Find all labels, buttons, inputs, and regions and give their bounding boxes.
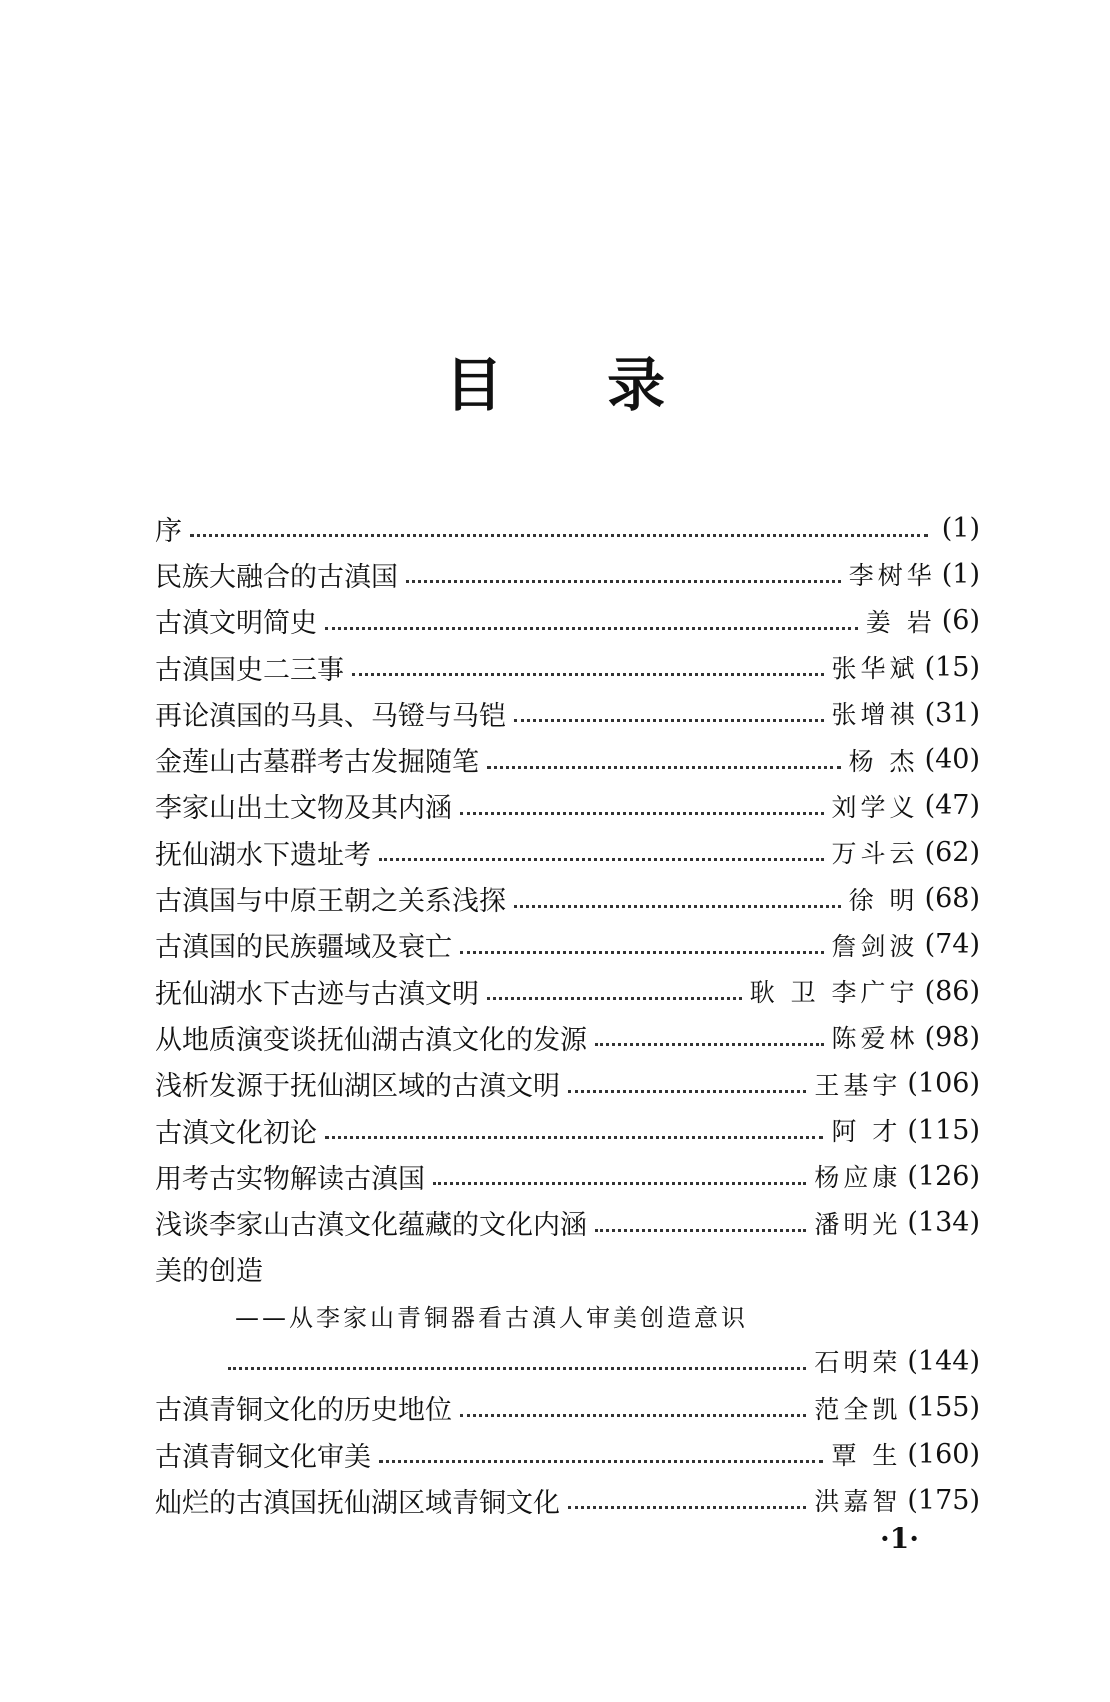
entry-title: 古滇国的民族疆域及衰亡 xyxy=(155,932,452,964)
dot-leader xyxy=(379,831,824,861)
entry-title: 浅谈李家山古滇文化蕴藏的文化内涵 xyxy=(155,1210,587,1242)
entry-page: (1) xyxy=(941,512,980,544)
entry-author: 张增祺 xyxy=(831,700,919,730)
dot-leader xyxy=(228,1340,806,1370)
toc-entry[interactable] xyxy=(155,598,980,644)
entry-page: (106) xyxy=(907,1068,980,1100)
table-of-contents xyxy=(155,505,980,1524)
toc-after-entries xyxy=(155,1385,980,1524)
entry-title: 抚仙湖水下古迹与古滇文明 xyxy=(155,978,479,1010)
entry-author: 王基宇 xyxy=(814,1070,902,1100)
entry-page: (144) xyxy=(907,1345,980,1377)
entry-title: 抚仙湖水下遗址考 xyxy=(155,839,371,871)
dot-leader xyxy=(460,924,824,954)
entry-title: 古滇国与中原王朝之关系浅探 xyxy=(155,886,506,918)
toc-entry[interactable] xyxy=(155,968,980,1014)
dot-leader xyxy=(514,692,824,722)
entry-title: 序 xyxy=(155,515,182,547)
dot-leader xyxy=(460,785,824,815)
toc-entry[interactable] xyxy=(155,1061,980,1107)
entry-author: 万斗云 xyxy=(831,839,919,869)
entry-title: 李家山出土文物及其内涵 xyxy=(155,793,452,825)
entry-page: (175) xyxy=(907,1484,980,1516)
toc-entry[interactable] xyxy=(155,1385,980,1431)
entry-title: 古滇文明简史 xyxy=(155,608,317,640)
dot-leader xyxy=(487,739,841,769)
entry-title: 灿烂的古滇国抚仙湖区域青铜文化 xyxy=(155,1487,560,1519)
entry-author: 杨 杰 xyxy=(848,746,919,776)
dot-leader xyxy=(487,970,742,1000)
entry-author: 徐 明 xyxy=(848,885,919,915)
dot-leader xyxy=(325,600,858,630)
entry-title: 古滇青铜文化的历史地位 xyxy=(155,1395,452,1427)
entry-author: 范全凯 xyxy=(814,1394,902,1424)
entry-author: 张华斌 xyxy=(831,654,919,684)
entry-author: 潘明光 xyxy=(814,1209,902,1239)
toc-entry[interactable] xyxy=(155,551,980,597)
toc-main-entries xyxy=(155,505,980,1246)
dot-leader xyxy=(514,878,841,908)
entry-author: 姜 岩 xyxy=(865,607,936,637)
dot-leader xyxy=(325,1109,823,1139)
toc-entry[interactable] xyxy=(155,829,980,875)
toc-entry[interactable] xyxy=(155,922,980,968)
entry-page: (160) xyxy=(907,1438,980,1470)
dot-leader xyxy=(433,1155,806,1185)
entry-author: 杨应康 xyxy=(814,1163,902,1193)
entry-subtitle: ——从李家山青铜器看古滇人审美创造意识 xyxy=(235,1303,748,1332)
toc-entry[interactable] xyxy=(155,736,980,782)
entry-author: 阿 才 xyxy=(831,1117,902,1146)
entry-page: (155) xyxy=(907,1392,980,1424)
entry-author: 李树华 xyxy=(848,561,936,591)
entry-author: 洪嘉智 xyxy=(814,1487,902,1517)
entry-title: 古滇文化初论 xyxy=(155,1117,317,1149)
dot-leader xyxy=(379,1433,823,1463)
entry-author: 石明荣 xyxy=(814,1348,902,1378)
entry-title: 美的创造 xyxy=(155,1256,263,1288)
dot-leader xyxy=(595,1016,824,1046)
toc-entry[interactable] xyxy=(155,1014,980,1060)
entry-page: (68) xyxy=(924,883,980,915)
toc-entry[interactable] xyxy=(155,1107,980,1153)
entry-title: 从地质演变谈抚仙湖古滇文化的发源 xyxy=(155,1024,587,1056)
dot-leader xyxy=(406,553,841,583)
toc-entry[interactable] xyxy=(155,505,980,551)
dot-leader xyxy=(568,1063,806,1093)
toc-entry[interactable] xyxy=(155,1153,980,1199)
entry-page: (40) xyxy=(924,744,980,776)
entry-author: 陈爱林 xyxy=(831,1024,919,1054)
toc-entry[interactable] xyxy=(155,875,980,921)
dot-leader xyxy=(460,1387,806,1417)
entry-title: 用考古实物解读古滇国 xyxy=(155,1163,425,1195)
entry-author: 耿 卫 李广宁 xyxy=(749,978,919,1008)
entry-page: (31) xyxy=(924,697,980,729)
dot-leader xyxy=(595,1202,806,1232)
entry-page: (98) xyxy=(924,1021,980,1053)
entry-title: 再论滇国的马具、马镫与马铠 xyxy=(155,700,506,732)
entry-page: (115) xyxy=(907,1114,980,1146)
entry-page: (134) xyxy=(907,1207,980,1239)
entry-author: 刘学义 xyxy=(831,792,919,822)
entry-title: 金莲山古墓群考古发掘随笔 xyxy=(155,747,479,779)
toc-entry[interactable] xyxy=(155,1431,980,1477)
entry-page: (1) xyxy=(941,558,980,590)
dot-leader xyxy=(568,1479,806,1509)
entry-author: 覃 生 xyxy=(831,1441,902,1471)
toc-entry[interactable] xyxy=(155,783,980,829)
entry-title: 古滇国史二三事 xyxy=(155,654,344,686)
toc-entry[interactable] xyxy=(155,1199,980,1245)
entry-page: (62) xyxy=(924,836,980,868)
toc-entry-special-leader[interactable] xyxy=(155,1338,980,1384)
entry-title: 古滇青铜文化审美 xyxy=(155,1441,371,1473)
entry-page: (47) xyxy=(924,790,980,822)
toc-entry[interactable] xyxy=(155,644,980,690)
entry-author: 詹剑波 xyxy=(831,931,919,961)
entry-page: (86) xyxy=(924,975,980,1007)
entry-page: (15) xyxy=(924,651,980,683)
page-title: 目 录 xyxy=(444,351,708,419)
dot-leader xyxy=(190,507,928,537)
toc-entry-special-title[interactable] xyxy=(155,1246,980,1292)
entry-page: (6) xyxy=(941,605,980,637)
toc-entry-special-subtitle xyxy=(155,1292,980,1338)
page-number: ·1· xyxy=(880,1522,919,1555)
dot-leader xyxy=(352,646,824,676)
entry-title: 民族大融合的古滇国 xyxy=(155,561,398,593)
toc-entry[interactable] xyxy=(155,1477,980,1523)
toc-entry[interactable] xyxy=(155,690,980,736)
entry-title: 浅析发源于抚仙湖区域的古滇文明 xyxy=(155,1071,560,1103)
entry-page: (74) xyxy=(924,929,980,961)
entry-page: (126) xyxy=(907,1160,980,1192)
